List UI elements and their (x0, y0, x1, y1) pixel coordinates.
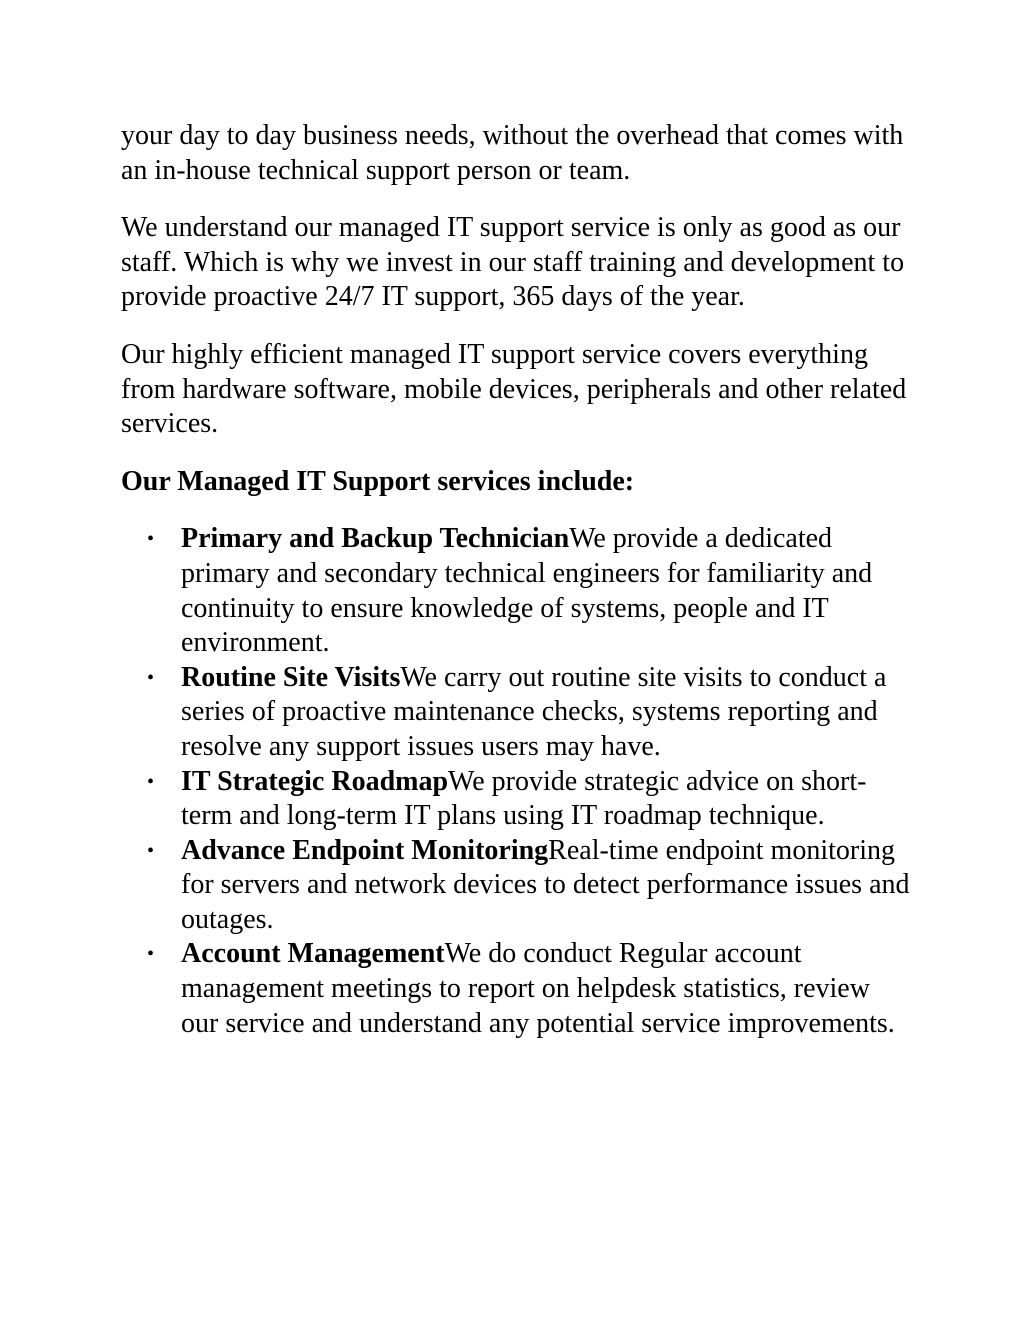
service-description: We carry out routine site visits to conduct a series of proactive maintenance checks, systems reporting and resolve any support issues users may have. (181, 661, 887, 762)
document-page (121, 119, 911, 1041)
service-description: Real-time endpoint monitoring for servers and network devices to detect performance issues and outages. (181, 834, 910, 935)
service-item-advance-endpoint-monitoring (147, 834, 911, 938)
services-heading: Our Managed IT Support services include: (121, 465, 635, 497)
bullet-icon: • (147, 839, 155, 862)
service-description: We do conduct Regular account management meetings to report on helpdesk statistics, review our service and understand any potential service improvements. (181, 938, 895, 1039)
service-item-it-strategic-roadmap (147, 765, 911, 834)
service-title: Routine Site Visits (181, 661, 401, 693)
bullet-icon: • (147, 528, 155, 551)
services-list (121, 522, 911, 1041)
intro-paragraph-continuation: your day to day business needs, without the overhead that comes with an in-house technical support person or team. (121, 120, 904, 186)
staff-paragraph: We understand our managed IT support service is only as good as our staff. Which is why we invest in our staff training and development to provide proactive 24/7 IT support, 365 days of the year. (121, 212, 905, 313)
service-description: We provide a dedicated primary and secondary technical engineers for familiarity and continuity to ensure knowledge of systems, people and IT environment. (181, 523, 873, 659)
service-item-account-management (147, 937, 911, 1041)
service-title: Primary and Backup Technician (181, 523, 570, 555)
service-item-routine-site-visits (147, 661, 911, 765)
service-title: Advance Endpoint Monitoring (181, 834, 549, 866)
service-item-primary-backup-technician (147, 522, 911, 660)
bullet-icon: • (147, 943, 155, 966)
coverage-paragraph: Our highly efficient managed IT support service covers everything from hardware software, mobile devices, peripherals and other related services. (121, 338, 907, 440)
service-title: Account Management (181, 938, 445, 970)
service-description: We provide strategic advice on short-term and long-term IT plans using IT roadmap technique. (181, 765, 867, 832)
service-title: IT Strategic Roadmap (181, 765, 449, 797)
bullet-icon: • (147, 770, 155, 793)
bullet-icon: • (147, 666, 155, 689)
